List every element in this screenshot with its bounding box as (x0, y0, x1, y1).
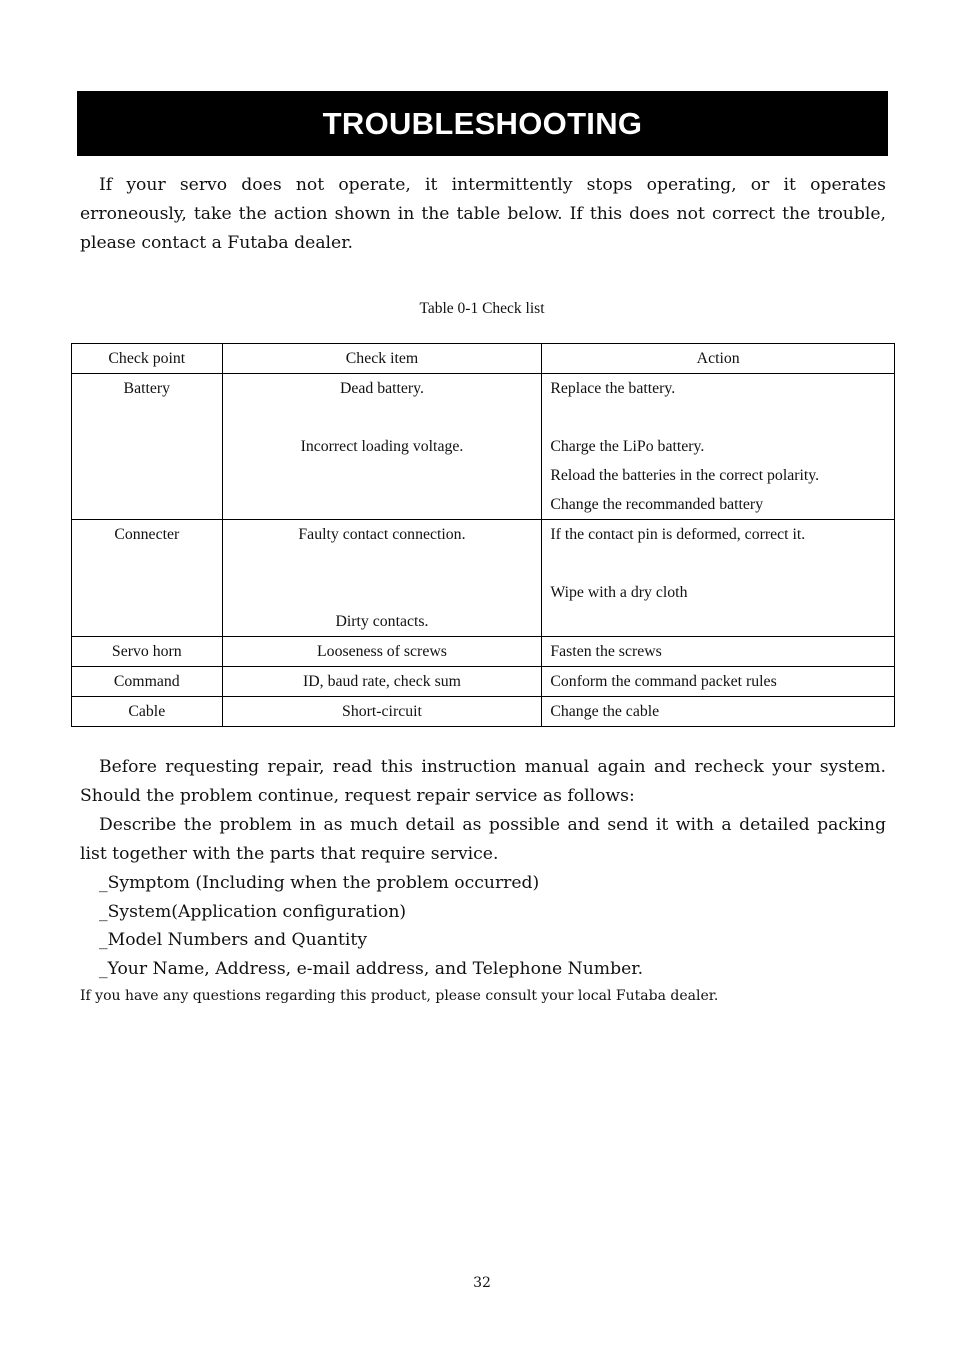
cell-action (542, 520, 895, 637)
repair-list-item: _System(Application configuration) (99, 902, 407, 922)
cell-line: Charge the LiPo battery. (550, 438, 705, 455)
header-check-item: Check item (222, 344, 542, 374)
cell-check-item (222, 520, 542, 637)
cell-line: Change the recommanded battery (550, 496, 764, 513)
cell-line: Incorrect loading voltage. (300, 438, 464, 455)
cell-line: Short-circuit (342, 703, 422, 720)
cell-line: Conform the command packet rules (550, 673, 777, 690)
cell-line: Replace the battery. (550, 380, 676, 397)
table-row (72, 374, 895, 520)
cell-line (223, 461, 542, 490)
cell-check-point (72, 374, 223, 520)
table-row (72, 637, 895, 667)
cell-line: Fasten the screws (550, 643, 662, 660)
cell-line: ID, baud rate, check sum (303, 673, 461, 690)
cell-line (223, 490, 542, 519)
cell-line (72, 490, 222, 519)
cell-line (72, 578, 222, 607)
cell-line: Servo horn (111, 643, 182, 660)
repair-list-item: _Symptom (Including when the problem occurred) (99, 873, 540, 893)
cell-line: If the contact pin is deformed, correct it. (550, 526, 806, 543)
cell-line: Dirty contacts. (335, 613, 429, 630)
table-row (72, 697, 895, 727)
cell-line (223, 403, 542, 432)
closing-note: If you have any questions regarding this product, please consult your local Futaba dealer. (80, 988, 719, 1004)
repair-paragraph: Before requesting repair, read this instruction manual again and recheck your system. Should the problem continue, request repair service as follows: (80, 757, 886, 806)
cell-line: Command (113, 673, 180, 690)
cell-line (72, 607, 222, 636)
page-number: 32 (473, 1275, 491, 1291)
cell-action (542, 667, 895, 697)
cell-line: Cable (128, 703, 166, 720)
cell-action (542, 637, 895, 667)
repair-list-item: _Model Numbers and Quantity (99, 930, 368, 950)
intro-paragraph: If your servo does not operate, it intermittently stops operating, or it operates erroneously, take the action shown in the table below. If this does not correct the trouble, please contact a Futaba dealer. (80, 175, 886, 253)
cell-line (542, 607, 894, 636)
cell-line (223, 578, 542, 607)
check-list-table (71, 343, 895, 727)
cell-check-item (222, 374, 542, 520)
header-check-point: Check point (72, 344, 223, 374)
cell-line: Change the cable (550, 703, 660, 720)
cell-line (72, 461, 222, 490)
cell-line (542, 549, 894, 578)
cell-action (542, 374, 895, 520)
cell-line: Connecter (114, 526, 180, 543)
cell-line: Wipe with a dry cloth (550, 584, 688, 601)
cell-check-point (72, 520, 223, 637)
cell-line (72, 432, 222, 461)
cell-check-item (222, 637, 542, 667)
repair-paragraph: Describe the problem in as much detail as possible and send it with a detailed packing list together with the parts that require service. (80, 815, 886, 864)
cell-line: Dead battery. (339, 380, 424, 397)
table-caption: Table 0-1 Check list (419, 300, 545, 317)
table-row (72, 667, 895, 697)
cell-line: Battery (123, 380, 171, 397)
cell-line: Reload the batteries in the correct polarity. (550, 467, 820, 484)
cell-line (542, 403, 894, 432)
cell-line (72, 549, 222, 578)
cell-line (72, 403, 222, 432)
cell-check-point (72, 667, 223, 697)
page-title: TROUBLESHOOTING (77, 91, 888, 156)
table-header-row (72, 344, 895, 374)
cell-line: Faulty contact connection. (298, 526, 466, 543)
cell-action (542, 697, 895, 727)
repair-list-item: _Your Name, Address, e-mail address, and Telephone Number. (99, 959, 644, 979)
cell-check-item (222, 667, 542, 697)
cell-check-point (72, 697, 223, 727)
cell-line (223, 549, 542, 578)
header-action: Action (542, 344, 895, 374)
cell-check-point (72, 637, 223, 667)
cell-line: Looseness of screws (317, 643, 447, 660)
cell-check-item (222, 697, 542, 727)
table-row (72, 520, 895, 637)
